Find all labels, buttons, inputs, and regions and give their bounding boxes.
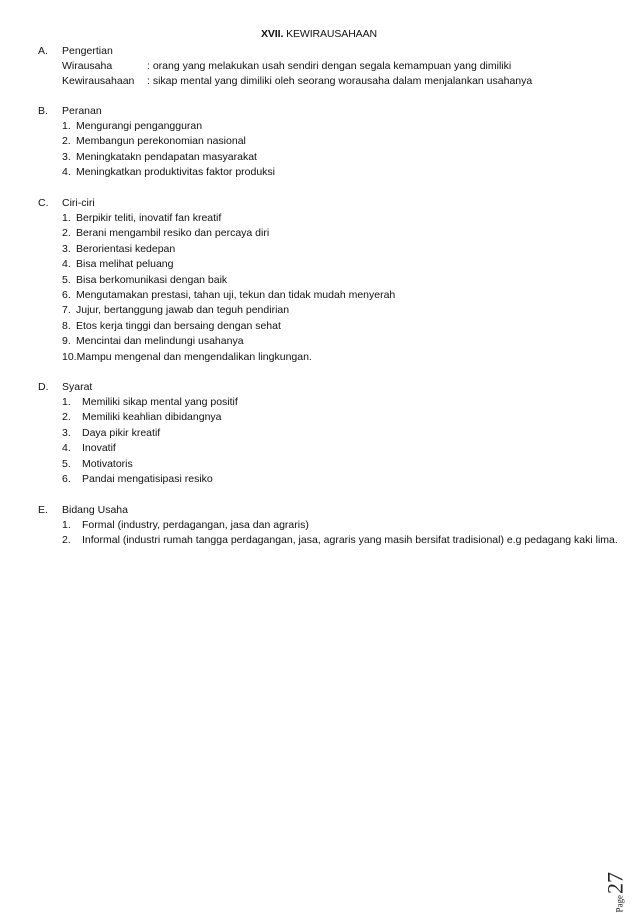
definition-term: Kewirausahaan (62, 75, 135, 87)
item-text: Formal (industry, perdagangan, jasa dan agraris) (82, 519, 309, 531)
item-text: Meningkatkan produktivitas faktor produksi (76, 166, 276, 179)
item-text: Bisa berkomunikasi dengan baik (76, 273, 228, 286)
list-item (38, 119, 618, 134)
definition-row (38, 59, 618, 74)
chapter-number: XVII. (261, 28, 284, 40)
item-text: Mencintai dan melindungi usahanya (76, 335, 244, 348)
item-number: 2. (62, 135, 71, 148)
list-item (38, 211, 618, 226)
definition-text: : orang yang melakukan usah sendiri dengan segala kemampuan yang dimiliki (147, 60, 512, 72)
section-title: Bidang Usaha (62, 504, 128, 516)
item-number: 5. (62, 273, 71, 286)
item-number: 1. (62, 120, 71, 132)
item-text: Daya pikir kreatif (82, 426, 161, 439)
list-item (38, 472, 618, 487)
section-letter: E. (38, 504, 48, 516)
item-number: 4. (62, 442, 71, 455)
item-number: 2. (62, 411, 71, 424)
item-number: 7. (62, 304, 71, 317)
section-heading (38, 44, 618, 59)
item-text: Jujur, bertanggung jawab dan teguh pendirian (76, 304, 290, 317)
list-item (38, 334, 618, 349)
item-text: Mengurangi pengangguran (76, 120, 203, 132)
item-number: 1. (62, 519, 71, 531)
section-pengertian (38, 44, 618, 89)
item-number: 2. (62, 227, 71, 240)
section-letter: A. (38, 45, 48, 57)
section-heading (38, 380, 618, 395)
section-ciri-ciri (38, 196, 618, 365)
section-letter: B. (38, 105, 48, 117)
chapter-title: KEWIRAUSAHAAN (286, 28, 377, 40)
list-item (38, 257, 618, 272)
item-text: Berpikir teliti, inovatif fan kreatif (76, 212, 222, 224)
list-item (38, 273, 618, 288)
list-item (38, 134, 618, 149)
list-item (38, 242, 618, 257)
item-number: 3. (62, 150, 71, 163)
item-text: Etos kerja tinggi dan bersaing dengan sehat (76, 319, 281, 332)
item-number: 1. (62, 396, 71, 408)
page-number: 27 (602, 872, 627, 894)
item-text: Berani mengambil resiko dan percaya diri (76, 227, 270, 240)
section-heading (38, 196, 618, 211)
definition-text: : sikap mental yang dimiliki oleh seorang worausaha dalam menjalankan usahanya (147, 75, 533, 87)
item-text: Berorientasi kedepan (76, 242, 176, 255)
definition-row (38, 74, 618, 89)
section-heading (38, 104, 618, 119)
list-item (38, 457, 618, 472)
section-title: Pengertian (62, 45, 113, 57)
section-title: Ciri-ciri (62, 197, 95, 209)
section-peranan (38, 104, 618, 181)
item-text: Pandai mengatisipasi resiko (82, 472, 213, 485)
list-item (38, 165, 618, 180)
list-item (38, 426, 618, 441)
item-number: 10. (62, 350, 77, 363)
list-item (38, 533, 618, 548)
definition-term: Wirausaha (62, 60, 113, 72)
list-item (38, 319, 618, 334)
item-number: 1. (62, 212, 71, 224)
list-item (38, 288, 618, 303)
item-text: Mengutamakan prestasi, tahan uji, tekun dan tidak mudah menyerah (76, 288, 396, 301)
list-item (38, 441, 618, 456)
list-item (38, 226, 618, 241)
item-number: 6. (62, 288, 71, 301)
item-number: 3. (62, 242, 71, 255)
item-number: 3. (62, 426, 71, 439)
page-number-footer (602, 872, 628, 913)
item-text: Memiliki keahlian dibidangnya (82, 411, 222, 424)
item-number: 5. (62, 457, 71, 470)
page-label: Page (614, 895, 624, 913)
item-text: Mampu mengenal dan mengendalikan lingkungan. (76, 350, 312, 363)
list-item (38, 410, 618, 425)
page-title (0, 28, 638, 40)
section-letter: C. (38, 197, 49, 209)
item-number: 2. (62, 534, 71, 547)
item-text: Membangun perekonomian nasional (76, 135, 246, 148)
item-text: Bisa melihat peluang (76, 258, 174, 271)
item-text: Inovatif (82, 442, 116, 455)
section-syarat (38, 380, 618, 487)
item-number: 4. (62, 166, 71, 179)
item-text: Meningkatakn pendapatan masyarakat (76, 150, 257, 163)
section-letter: D. (38, 381, 49, 393)
section-title: Peranan (62, 105, 102, 117)
section-title: Syarat (62, 381, 93, 393)
item-number: 8. (62, 319, 71, 332)
item-text: Memiliki sikap mental yang positif (82, 396, 238, 408)
item-number: 6. (62, 472, 71, 485)
item-text: Motivatoris (82, 457, 133, 470)
list-item (38, 150, 618, 165)
list-item (38, 518, 618, 533)
list-item (38, 303, 618, 318)
list-item (38, 395, 618, 410)
item-number: 4. (62, 258, 71, 271)
item-text: Informal (industri rumah tangga perdagangan, jasa, agraris yang masih bersifat tradisional) e.g pedagang kaki lima. (82, 534, 618, 547)
section-bidang-usaha (38, 503, 618, 549)
section-heading (38, 503, 618, 518)
item-number: 9. (62, 335, 71, 348)
list-item (38, 350, 618, 365)
